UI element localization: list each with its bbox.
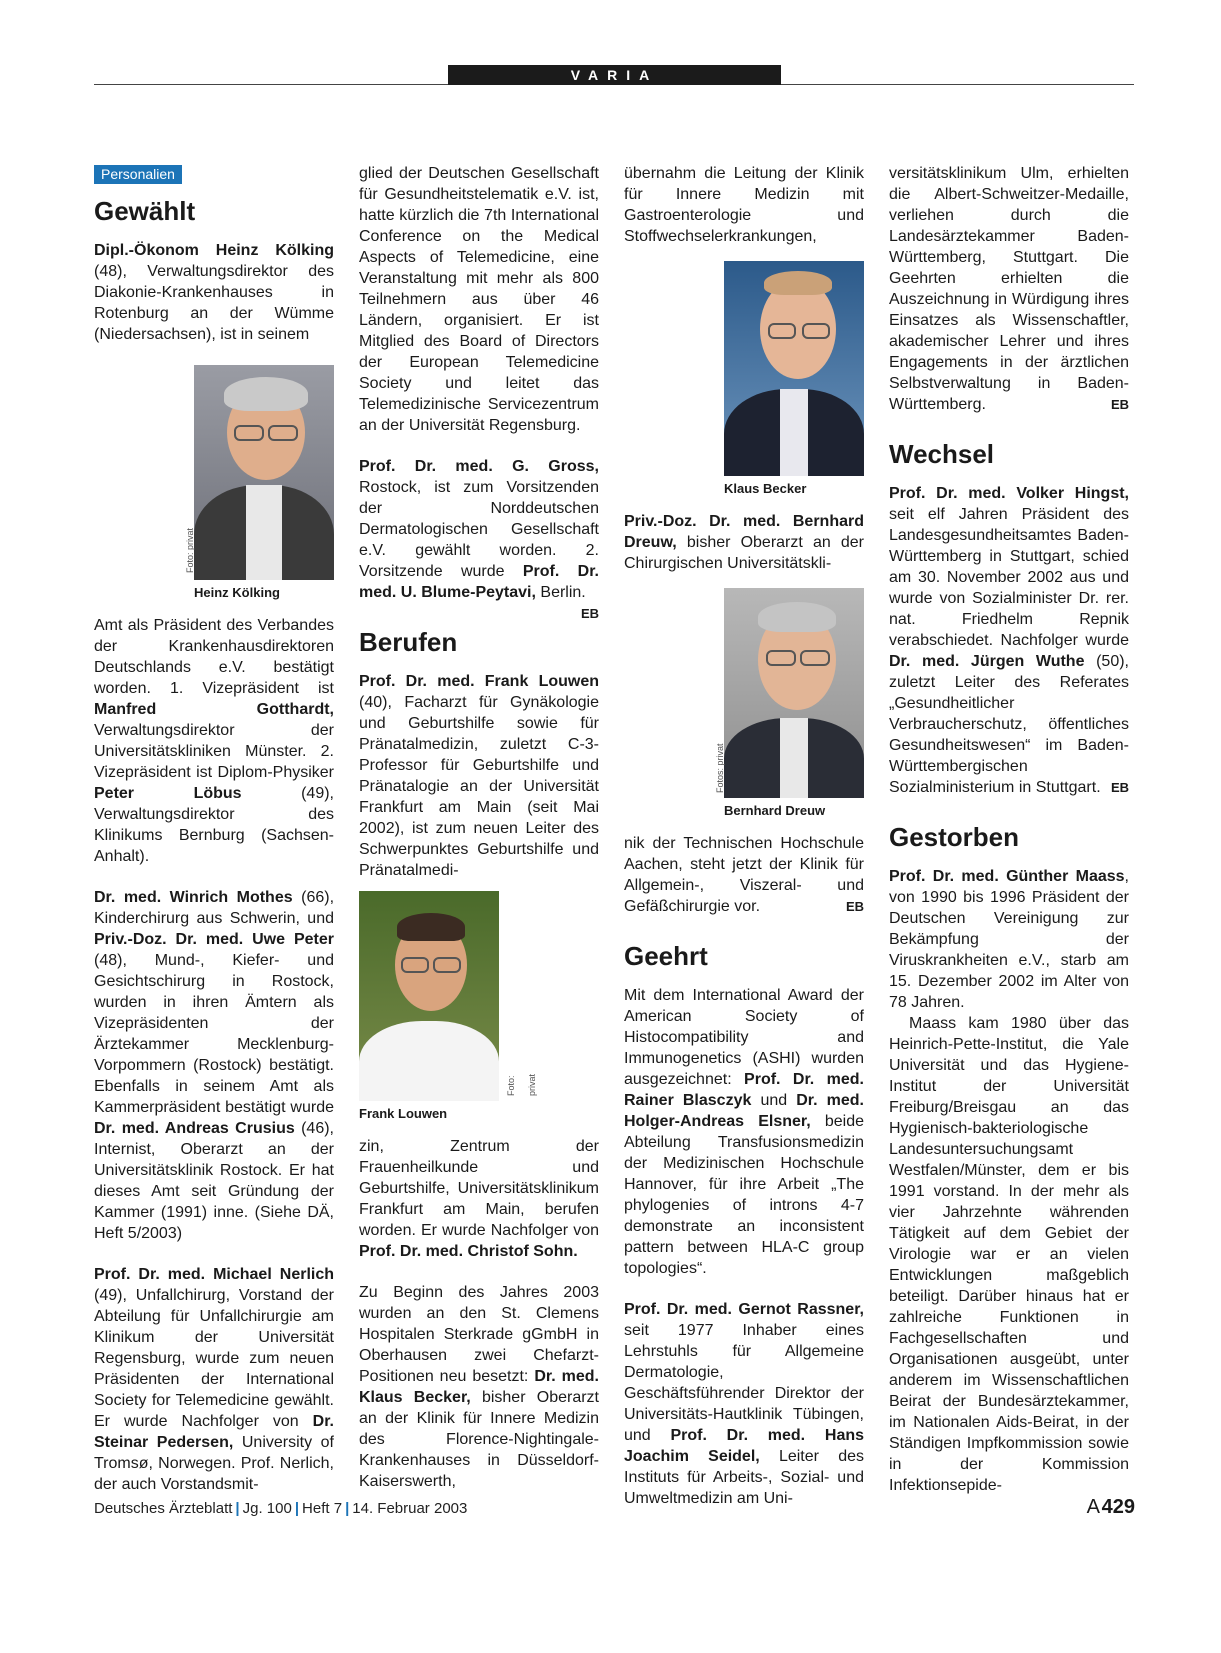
column-4 — [889, 163, 1129, 1516]
photo-caption: Heinz Kölking — [194, 585, 280, 600]
paragraph: Mit dem International Award der American Society of Histocompatibility and Immunogenetics (ASHI) wurden ausgezeichnet: Prof. Dr. med. Rainer Blasczyk und Dr. med. Holger-Andreas Elsner, beide Abteilung Transfusionsmedizin der Medizinischen Hochschule Hannover, für ihre Arbeit „The phylogenies of introns 4-7 demonstrate an inconsistent pattern between HLA-C group topologies“. — [624, 987, 864, 1277]
column-2 — [359, 163, 599, 1512]
photo-figure — [715, 588, 864, 821]
eb-signature: EB — [580, 606, 599, 621]
eb-signature: EB — [845, 899, 864, 914]
photo-figure — [185, 365, 334, 603]
portrait-photo — [359, 891, 499, 1101]
section-header: VARIA — [448, 65, 781, 85]
paragraph: Priv.-Doz. Dr. med. Bernhard Dreuw, bisher Oberarzt an der Chirurgischen Universitätskli- — [624, 513, 864, 572]
portrait-photo — [194, 365, 334, 580]
photo-caption: Bernhard Dreuw — [724, 803, 826, 818]
page-number: A 429 — [1086, 1496, 1135, 1518]
person-name: Dipl.-Ökonom Heinz Kölking — [94, 242, 334, 259]
paragraph: Dr. med. Winrich Mothes (66), Kinderchirurg aus Schwerin, und Priv.-Doz. Dr. med. Uwe Peter (48), Mund-, Kiefer- und Gesichtschirurg in Rostock, wurden in ihren Ämtern als Vizepräsidenten der Ärztekammer Mecklenburg-Vorpommern (Rostock) bestätigt. Ebenfalls in seinem Amt als Kammerpräsident bestätigt wurde Dr. med. Andreas Crusius (46), Internist, Oberarzt an der Universitätsklinik Rostock. Er hat dieses Amt seit Gründung der Kammer (1991) inne. (Siehe DÄ, Heft 5/2003) — [94, 889, 335, 1242]
photo-credit: Foto: privat — [185, 527, 195, 573]
page-footer: Deutsches Ärzteblatt | Jg. 100 | Heft 7 | 14. Februar 2003 — [94, 1500, 468, 1517]
paragraph: übernahm die Leitung der Klinik für Innere Medizin mit Gastroenterologie und Stoffwechselerkrankungen, — [624, 165, 864, 245]
heading-gewaehlt: Gewählt — [94, 196, 196, 226]
photo-caption: Klaus Becker — [724, 481, 807, 496]
eb-signature: EB — [1110, 397, 1129, 412]
date: 14. Februar 2003 — [352, 1500, 468, 1517]
portrait-photo — [724, 588, 864, 798]
portrait-photo — [724, 261, 864, 476]
issue: Heft 7 — [302, 1500, 343, 1517]
heading-gestorben: Gestorben — [889, 822, 1020, 852]
photo-figure — [359, 891, 537, 1124]
volume: Jg. 100 — [242, 1500, 292, 1517]
paragraph: versitätsklinikum Ulm, erhielten die Albert-Schweitzer-Medaille, verliehen durch die Landesärztekammer Baden-Württemberg, Stuttgart. Die Geehrten erhielten die Auszeichnung in Würdigung ihres Einsatzes als Wissenschaftler, akademischer Lehrer und ihres Engagements in der ärztlichen Selbstverwaltung in Baden-Württemberg. EB — [889, 165, 1129, 413]
paragraph: Maass kam 1980 über das Heinrich-Pette-Institut, die Yale Universität und das Hygiene-Institut der Universität Freiburg/Breisgau an das Hygienisch-bakteriologische Landesuntersuchungsamt Westfalen/Münster, dem er bis 1991 vorstand. In der mehr als vier Jahrzehnte währenden Tätigkeit auf dem Gebiet der Virologie war er an vielen Entwicklungen maßgeblich beteiligt. Darüber hinaus hat er zahlreiche Funktionen in Fachgesellschaften und Organisationen ausgeübt, unter anderem im Wissenschaftlichen Beirat der Bundesärztekammer, im Nationalen Aids-Beirat, in der Ständigen Impfkommission sowie in der Kommission Infektionsepide- — [889, 1015, 1129, 1494]
photo-figure — [724, 261, 864, 499]
column-1 — [94, 163, 334, 1515]
column-3 — [624, 163, 864, 1529]
eb-signature: EB — [1110, 780, 1129, 795]
journal-name: Deutsches Ärzteblatt — [94, 1500, 233, 1517]
paragraph: Amt als Präsident des Verbandes der Krankenhausdirektoren Deutschlands e.V. bestätigt worden. 1. Vizepräsident ist Manfred Gotthardt, Verwaltungsdirektor der Universitätskliniken Münster. 2. Vizepräsident ist Diplom-Physiker Peter Löbus (49), Verwaltungsdirektor des Klinikums Bernburg (Sachsen-Anhalt). — [94, 617, 334, 865]
paragraph: glied der Deutschen Gesellschaft für Gesundheitstelematik e.V. ist, hatte kürzlich die 7th International Conference on the Medical Aspects of Telemedicine, eine Veranstaltung mit mehr als 800 Teilnehmern aus über 46 Ländern, organisiert. Er ist Mitglied des Board of Directors der European Telemedicine Society und leitet das Telemedizinische Servicezentrum an der Universität Regensburg. — [359, 165, 599, 434]
photo-credit: Fotos: privat — [715, 743, 725, 793]
paragraph: Prof. Dr. med. Michael Nerlich (49), Unfallchirurg, Vorstand der Abteilung für Unfallchirurgie am Klinikum der Universität Regensburg, wurde zum neuen Präsidenten der International Society for Telemedicine gewählt. Er wurde Nachfolger von Dr. Steinar Pedersen, University of Tromsø, Norwegen. Prof. Nerlich, der auch Vorstandsmit- — [94, 1266, 335, 1493]
paragraph: Prof. Dr. med. Gernot Rassner, seit 1977 Inhaber eines Lehrstuhls für Allgemeine Dermatologie, Geschäftsführender Direktor der Universitäts-Hautklinik Tübingen, und Prof. Dr. med. Hans Joachim Seidel, Leiter des Instituts für Arbeits-, Sozial- und Umweltmedizin am Uni- — [624, 1301, 865, 1507]
section-tag: Personalien — [94, 165, 182, 184]
paragraph: Prof. Dr. med. G. Gross, Rostock, ist zum Vorsitzenden der Norddeutschen Dermatologischen Gesellschaft e.V. gewählt worden. 2. Vorsitzende wurde Prof. Dr. med. U. Blume-Peytavi, Berlin. EB — [359, 456, 599, 603]
heading-geehrt: Geehrt — [624, 941, 708, 971]
paragraph: Prof. Dr. med. Frank Louwen (40), Facharzt für Gynäkologie und Geburtshilfe sowie für Pränatalmedizin, zuletzt C-3-Professor für Geburtshilfe und Pränatalogie an der Universität Frankfurt am Main (seit Mai 2002), ist zum neuen Leiter des Schwerpunktes Geburtshilfe und Pränatalmedi- — [359, 673, 599, 879]
paragraph: Prof. Dr. med. Günther Maass, von 1990 bis 1996 Präsident der Deutschen Vereinigung zur Bekämpfung der Viruskrankheiten e.V., starb am 15. Dezember 2002 im Alter von 78 Jahren. — [889, 868, 1129, 1011]
heading-berufen: Berufen — [359, 627, 458, 657]
photo-caption: Frank Louwen — [359, 1106, 448, 1121]
paragraph: nik der Technischen Hochschule Aachen, steht jetzt der Klinik für Allgemein-, Viszeral- und Gefäßchirurgie vor. EB — [624, 835, 864, 915]
paragraph: Dipl.-Ökonom Heinz Kölking (48), Verwaltungsdirektor des Diakonie-Krankenhauses in Rotenburg an der Wümme (Niedersachsen), ist in seinem — [94, 242, 334, 343]
photo-credit: Foto: privat — [506, 1073, 537, 1096]
heading-wechsel: Wechsel — [889, 439, 995, 469]
paragraph: Zu Beginn des Jahres 2003 wurden an den St. Clemens Hospitalen Sterkrade gGmbH in Oberhausen zwei Chefarzt-Positionen neu besetzt: Dr. med. Klaus Becker, bisher Oberarzt an der Klinik für Innere Medizin des Florence-Nightingale-Krankenhauses in Düsseldorf-Kaiserswerth, — [359, 1284, 599, 1490]
paragraph: Prof. Dr. med. Volker Hingst, seit elf Jahren Präsident des Landesgesundheitsamtes Baden-Württemberg in Stuttgart, schied am 30. November 2002 aus und wurde von Sozialminister Dr. rer. nat. Friedhelm Repnik verabschiedet. Nachfolger wurde Dr. med. Jürgen Wuthe (50), zuletzt Leiter des Referates „Gesundheitlicher Verbraucherschutz, öffentliches Gesundheitswesen“ im Baden-Württembergischen Sozialministerium in Stuttgart. EB — [889, 485, 1130, 796]
paragraph: zin, Zentrum der Frauenheilkunde und Geburtshilfe, Universitätsklinikum Frankfurt am Main, berufen worden. Er wurde Nachfolger von Prof. Dr. med. Christof Sohn. — [359, 1138, 599, 1260]
